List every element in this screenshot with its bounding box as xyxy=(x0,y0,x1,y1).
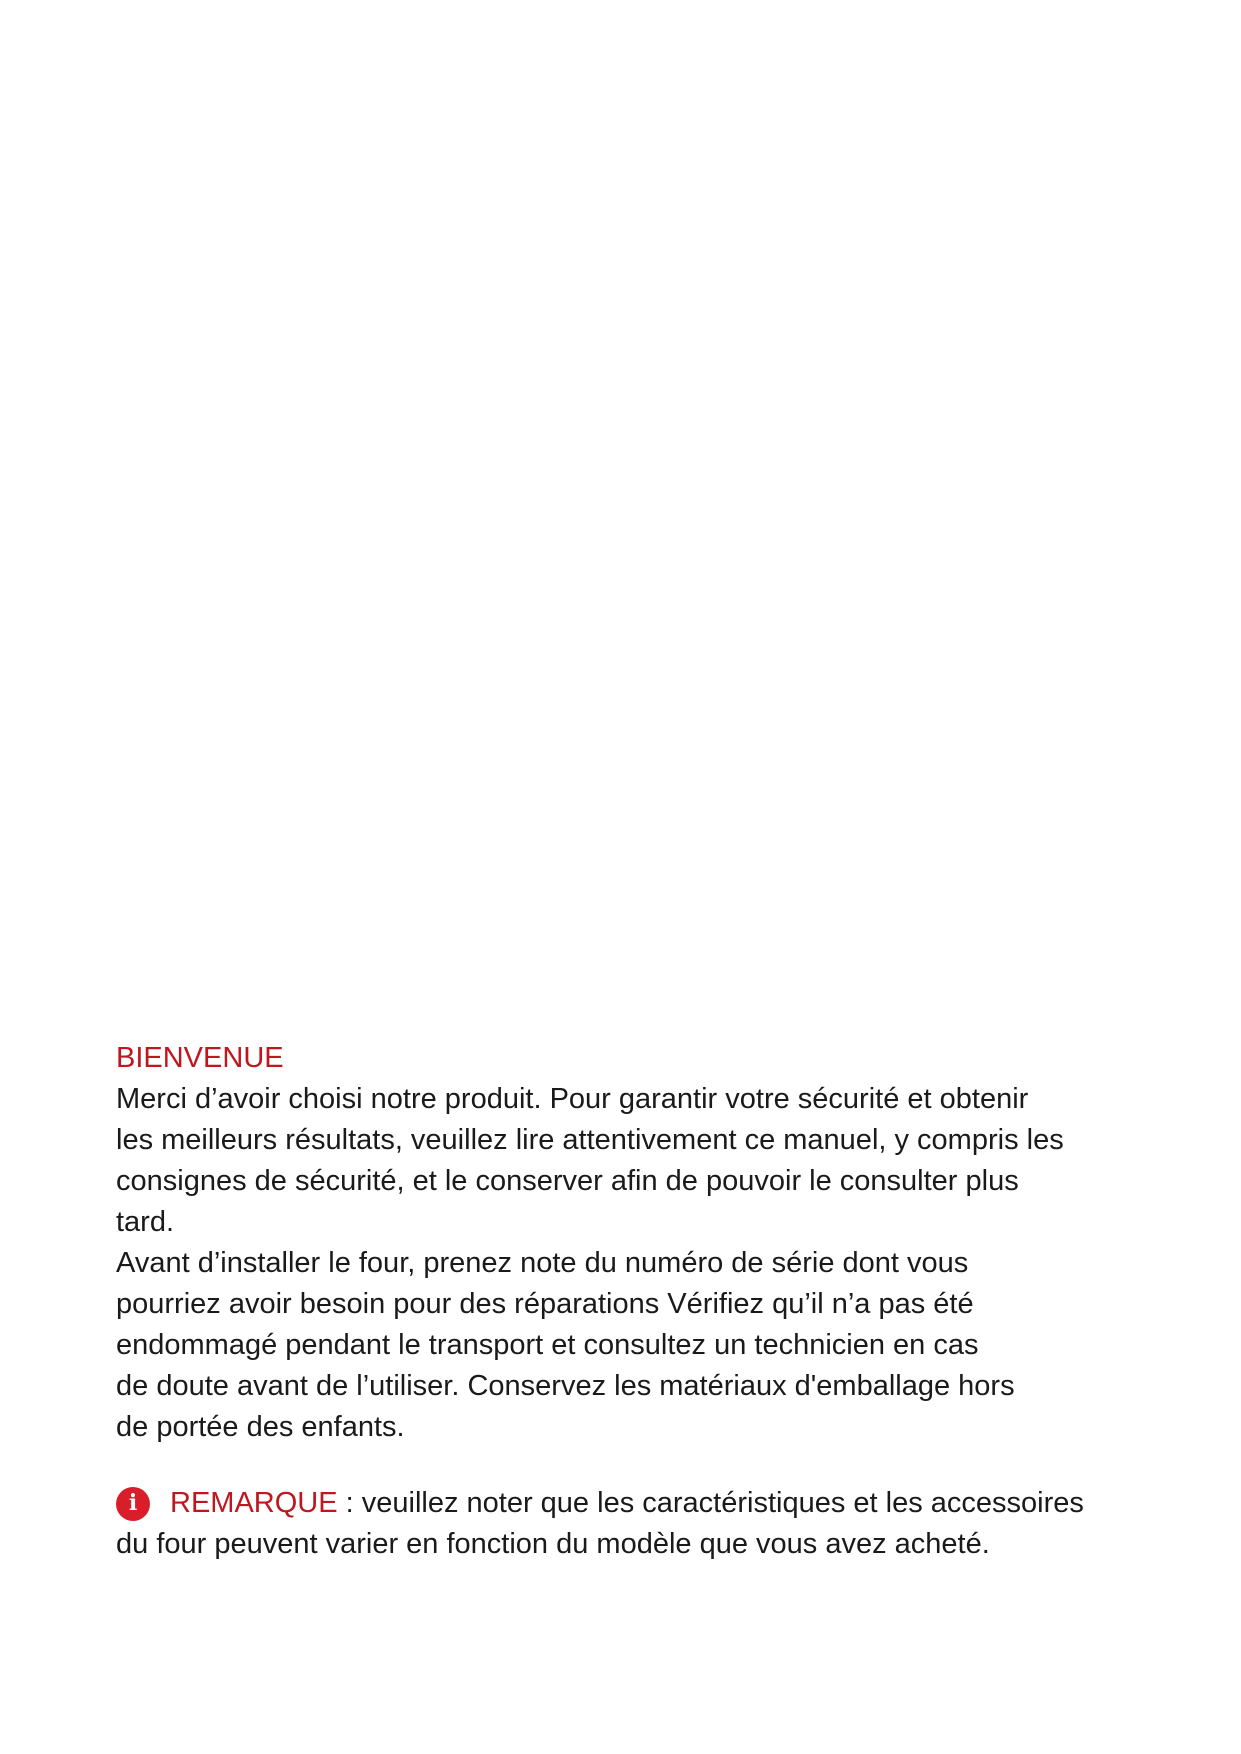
welcome-paragraph-line: Merci d’avoir choisi notre produit. Pour garantir votre sécurité et obtenir xyxy=(116,1083,1029,1115)
install-paragraph-line: de portée des enfants. xyxy=(116,1411,405,1443)
info-icon: i xyxy=(116,1487,150,1521)
note-text: : veuillez noter que les caractéristiques et les accessoires xyxy=(337,1487,1084,1519)
welcome-paragraph-line: les meilleurs résultats, veuillez lire attentivement ce manuel, y compris les xyxy=(116,1124,1064,1156)
welcome-heading: BIENVENUE xyxy=(116,1042,284,1074)
welcome-paragraph-line: tard. xyxy=(116,1206,175,1238)
install-paragraph-line: endommagé pendant le transport et consultez un technicien en cas xyxy=(116,1329,979,1361)
note-block xyxy=(116,1483,1136,1565)
welcome-section xyxy=(116,1038,1136,1565)
note-label: REMARQUE xyxy=(170,1487,338,1519)
install-paragraph-line: pourriez avoir besoin pour des réparations Vérifiez qu’il n’a pas été xyxy=(116,1288,974,1320)
note-first-line xyxy=(116,1483,1136,1524)
install-paragraph-line: de doute avant de l’utiliser. Conservez les matériaux d'emballage hors xyxy=(116,1370,1015,1402)
install-paragraph-line: Avant d’installer le four, prenez note du numéro de série dont vous xyxy=(116,1247,969,1279)
section-spacer xyxy=(116,1448,1136,1483)
welcome-paragraph-line: consignes de sécurité, et le conserver afin de pouvoir le consulter plus xyxy=(116,1165,1019,1197)
note-continuation: du four peuvent varier en fonction du modèle que vous avez acheté. xyxy=(116,1528,990,1560)
